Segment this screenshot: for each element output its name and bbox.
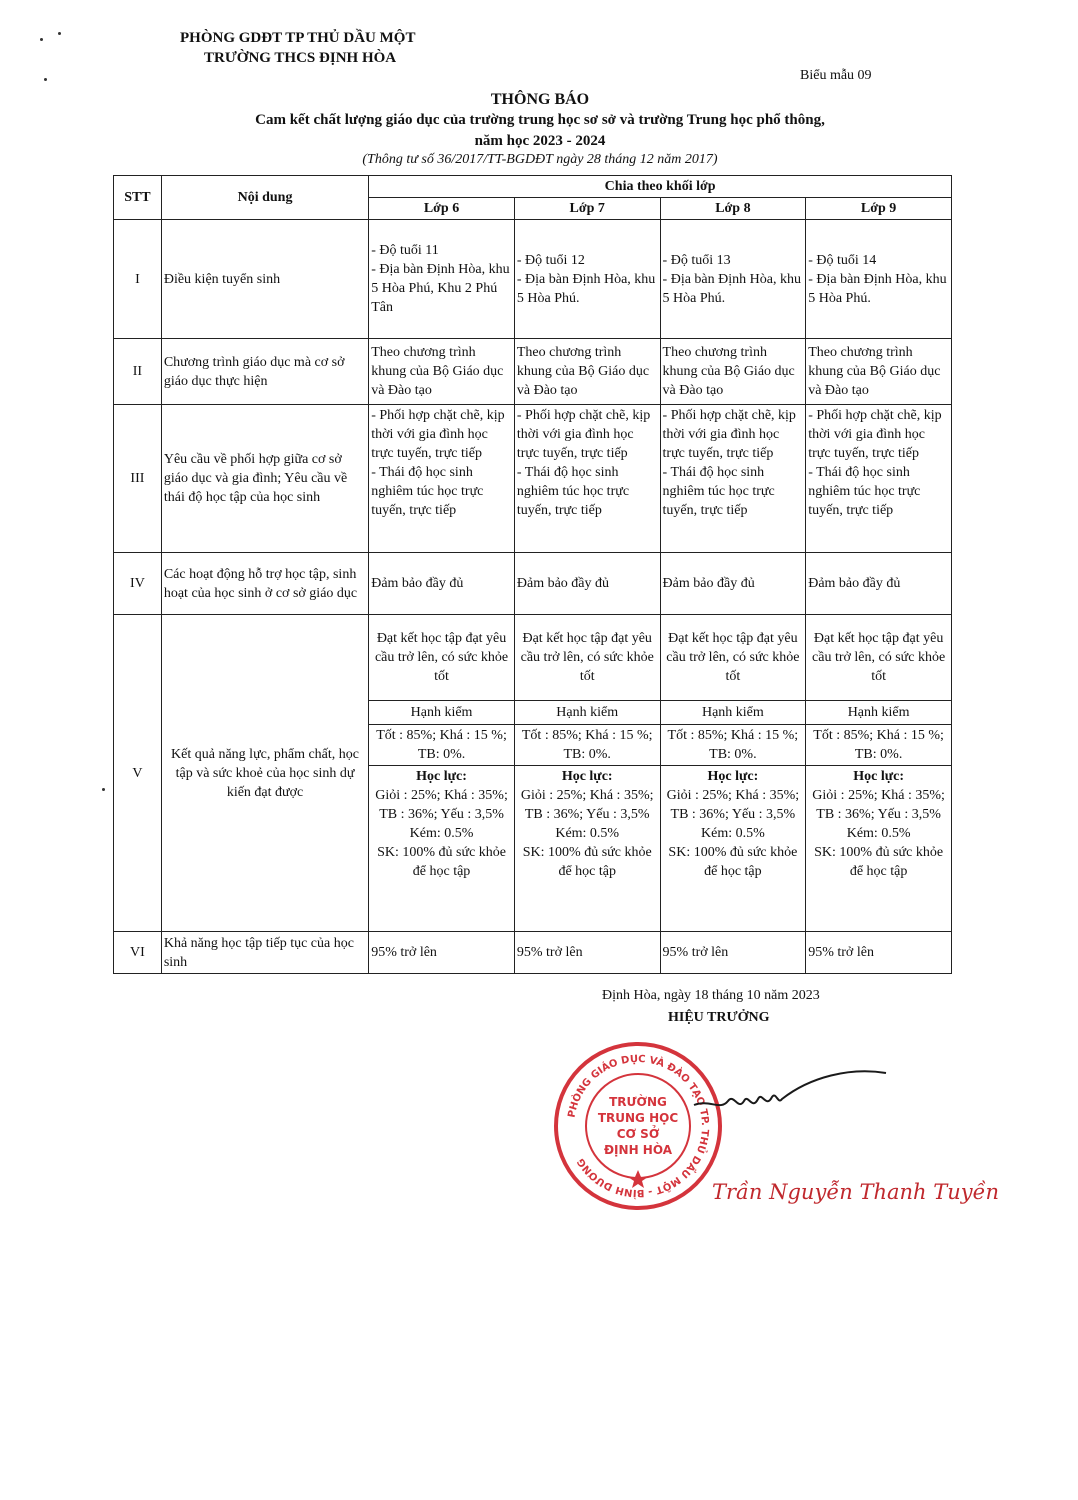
document-title: THÔNG BÁO [490,91,590,108]
stamp-line: TRƯỜNG [609,1095,667,1109]
stamp-ring-text: PHÒNG GIÁO DỤC VÀ ĐÀO TẠO TP. THỦ DẦU MỘT - BÌNH DƯƠNG [566,1053,711,1199]
table-cell: - Độ tuổi 12 - Địa bàn Định Hòa, khu 5 Hòa Phú. [514,220,660,339]
conduct-cell: Tốt : 85%; Khá : 15 %; TB: 0%. [369,725,515,766]
table-cell: - Phối hợp chặt chẽ, kịp thời với gia đình học trực tuyến, trực tiếp - Thái độ học sinh nghiêm túc học trực tuyến, trực tiếp [514,405,660,553]
row-content: Yêu cầu về phối hợp giữa cơ sở giáo dục và gia đình; Yêu cầu về thái độ học tập của học sinh [161,405,368,553]
signer-title: HIỆU TRƯỞNG [668,1010,770,1025]
table-cell: Theo chương trình khung của Bộ Giáo dục và Đào tạo [660,339,806,405]
table-row [114,932,952,974]
commitment-table [113,175,952,974]
table-cell: - Độ tuổi 13 - Địa bàn Định Hòa, khu 5 Hòa Phú. [660,220,806,339]
stamp-line: ĐỊNH HÒA [604,1143,672,1157]
header-grade-9: Lớp 9 [806,198,952,220]
table-cell: 95% trở lên [514,932,660,974]
row-number: VI [114,932,162,974]
table-row [114,405,952,553]
table-cell: Đảm bảo đầy đủ [806,553,952,615]
academic-cell [660,766,806,932]
table-row [114,220,952,339]
stamp-line: CƠ SỞ [616,1127,660,1141]
conduct-cell: Tốt : 85%; Khá : 15 %; TB: 0%. [514,725,660,766]
conduct-cell: Tốt : 85%; Khá : 15 %; TB: 0%. [806,725,952,766]
table-cell: - Phối hợp chặt chẽ, kịp thời với gia đình học trực tuyến, trực tiếp - Thái độ học sinh nghiêm túc học trực tuyến, trực tiếp [660,405,806,553]
header-content: Nội dung [161,176,368,220]
academic-values: Giỏi : 25%; Khá : 35%; TB : 36%; Yếu : 3,5% Kém: 0.5% SK: 100% đủ sức khỏe để học tập [666,788,800,879]
table-cell: Theo chương trình khung của Bộ Giáo dục và Đào tạo [369,339,515,405]
academic-cell [806,766,952,932]
academic-values: Giỏi : 25%; Khá : 35%; TB : 36%; Yếu : 3,5% Kém: 0.5% SK: 100% đủ sức khỏe để học tập [375,788,508,879]
academic-values: Giỏi : 25%; Khá : 35%; TB : 36%; Yếu : 3,5% Kém: 0.5% SK: 100% đủ sức khỏe để học tập [812,788,945,879]
table-cell: 95% trở lên [660,932,806,974]
row-content: Khả năng học tập tiếp tục của học sinh [161,932,368,974]
scan-speck [44,78,47,81]
table-cell: Đảm bảo đầy đủ [369,553,515,615]
academic-label: Học lực: [853,769,904,784]
academic-values: Giỏi : 25%; Khá : 35%; TB : 36%; Yếu : 3,5% Kém: 0.5% SK: 100% đủ sức khỏe để học tập [520,788,654,879]
header-grade-group: Chia theo khối lớp [369,176,952,198]
table-cell: - Độ tuổi 11 - Địa bàn Định Hòa, khu 5 Hòa Phú, Khu 2 Phú Tân [369,220,515,339]
table-cell: - Phối hợp chặt chẽ, kịp thời với gia đình học trực tuyến, trực tiếp - Thái độ học sinh nghiêm túc học trực tuyến, trực tiếp [806,405,952,553]
row-content: Điều kiện tuyển sinh [161,220,368,339]
issuer-header [180,28,415,68]
academic-label: Học lực: [416,769,467,784]
table-cell: - Phối hợp chặt chẽ, kịp thời với gia đình học trực tuyến, trực tiếp - Thái độ học sinh nghiêm túc học trực tuyến, trực tiếp [369,405,515,553]
scan-speck [102,788,105,791]
goal-cell: Đạt kết học tập đạt yêu cầu trở lên, có sức khỏe tốt [369,615,515,701]
goal-cell: Đạt kết học tập đạt yêu cầu trở lên, có sức khỏe tốt [660,615,806,701]
conduct-cell: Tốt : 85%; Khá : 15 %; TB: 0%. [660,725,806,766]
row-content: Các hoạt động hỗ trợ học tập, sinh hoạt của học sinh ở cơ sở giáo dục [161,553,368,615]
table-cell: 95% trở lên [806,932,952,974]
table-row [114,553,952,615]
stamp-line: TRUNG HỌC [597,1111,679,1125]
conduct-label: Hạnh kiểm [806,701,952,725]
table-cell: Đảm bảo đầy đủ [660,553,806,615]
row-content: Kết quả năng lực, phẩm chất, học tập và sức khoẻ của học sinh dự kiến đạt được [161,615,368,932]
table-row [114,615,952,701]
row-number: III [114,405,162,553]
row-number: II [114,339,162,405]
scan-speck [58,32,61,35]
table-cell: - Độ tuổi 14 - Địa bàn Định Hòa, khu 5 Hòa Phú. [806,220,952,339]
goal-cell: Đạt kết học tập đạt yêu cầu trở lên, có sức khỏe tốt [514,615,660,701]
header-grade-7: Lớp 7 [514,198,660,220]
table-cell: Theo chương trình khung của Bộ Giáo dục và Đào tạo [806,339,952,405]
header-grade-8: Lớp 8 [660,198,806,220]
header-grade-6: Lớp 6 [369,198,515,220]
table-cell: Đảm bảo đầy đủ [514,553,660,615]
conduct-label: Hạnh kiểm [514,701,660,725]
row-content: Chương trình giáo dục mà cơ sở giáo dục thực hiện [161,339,368,405]
school-name: TRƯỜNG THCS ĐỊNH HÒA [204,50,397,66]
row-number: V [114,615,162,932]
academic-label: Học lực: [707,769,759,784]
signer-name: Trần Nguyễn Thanh Tuyền [712,1180,1000,1204]
conduct-label: Hạnh kiểm [369,701,515,725]
goal-cell: Đạt kết học tập đạt yêu cầu trở lên, có sức khỏe tốt [806,615,952,701]
academic-cell [514,766,660,932]
title-block [110,90,970,168]
handwritten-signature [690,1055,890,1125]
scan-speck [40,38,43,41]
conduct-label: Hạnh kiểm [660,701,806,725]
table-row [114,339,952,405]
academic-label: Học lực: [561,769,613,784]
table-cell: Theo chương trình khung của Bộ Giáo dục và Đào tạo [514,339,660,405]
department-name: PHÒNG GDĐT TP THỦ DẦU MỘT [180,30,416,46]
row-number: IV [114,553,162,615]
legal-reference: (Thông tư số 36/2017/TT-BGDĐT ngày 28 tháng 12 năm 2017) [362,152,718,167]
document-subtitle: Cam kết chất lượng giáo dục của trường trung học sơ sở và trường Trung học phổ thông, [255,112,825,128]
star-icon [628,1170,648,1188]
header-stt: STT [114,176,162,220]
academic-cell [369,766,515,932]
place-date: Định Hòa, ngày 18 tháng 10 năm 2023 [602,988,820,1003]
school-year: năm học 2023 - 2024 [474,133,606,149]
table-cell: 95% trở lên [369,932,515,974]
form-code: Biểu mẫu 09 [800,68,872,83]
row-number: I [114,220,162,339]
